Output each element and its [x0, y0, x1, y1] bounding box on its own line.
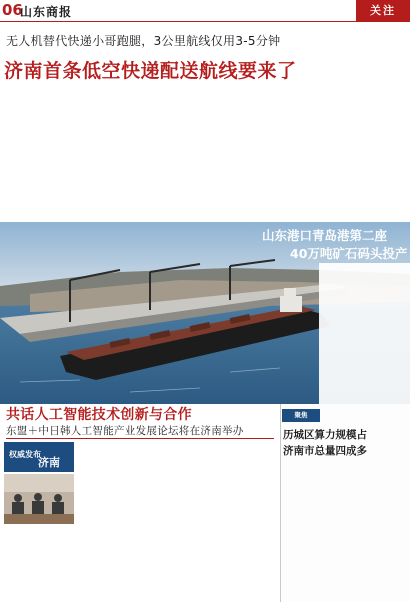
brief-text — [4, 557, 74, 600]
story1-column-3 — [214, 86, 308, 217]
story3-column-1 — [78, 442, 142, 600]
column-badge-line-2: 济南 — [38, 456, 60, 469]
story1-column-2 — [112, 86, 210, 217]
story3-column-3 — [212, 442, 276, 600]
story1-headline: 济南首条低空快递配送航线要来了 — [4, 60, 297, 82]
story1-column-4 — [312, 86, 408, 217]
story3-subheadline: 东盟＋中日韩人工智能产业发展论坛将在济南举办 — [6, 425, 244, 437]
press-photo — [4, 474, 74, 524]
page-number: 06 — [2, 1, 23, 19]
photo-headline-line-2: 40万吨矿石码头投产 — [290, 246, 408, 261]
photo-caption — [321, 266, 408, 402]
press-photo-caption — [4, 526, 74, 546]
sidebar-headline-line-1: 历城区算力规模占 — [283, 429, 367, 441]
sidebar-tag: 聚焦 — [282, 409, 320, 422]
story1-column-1 — [4, 86, 108, 217]
section-name: 山东商报 — [20, 5, 73, 19]
story1-kicker: 无人机替代快递小哥跑腿，3公里航线仅用3-5分钟 — [6, 34, 281, 48]
story3-column-2 — [146, 442, 208, 600]
story3-headline: 共话人工智能技术创新与合作 — [6, 407, 192, 423]
section-tag: 关注 — [356, 0, 410, 21]
story3-rule — [6, 438, 274, 439]
sidebar-body — [283, 461, 408, 600]
sidebar-headline-line-2: 济南市总量四成多 — [283, 445, 367, 457]
column-badge-line-1: 权威发布 — [9, 450, 41, 459]
photo-headline-line-1: 山东港口青岛港第二座 — [262, 228, 388, 243]
